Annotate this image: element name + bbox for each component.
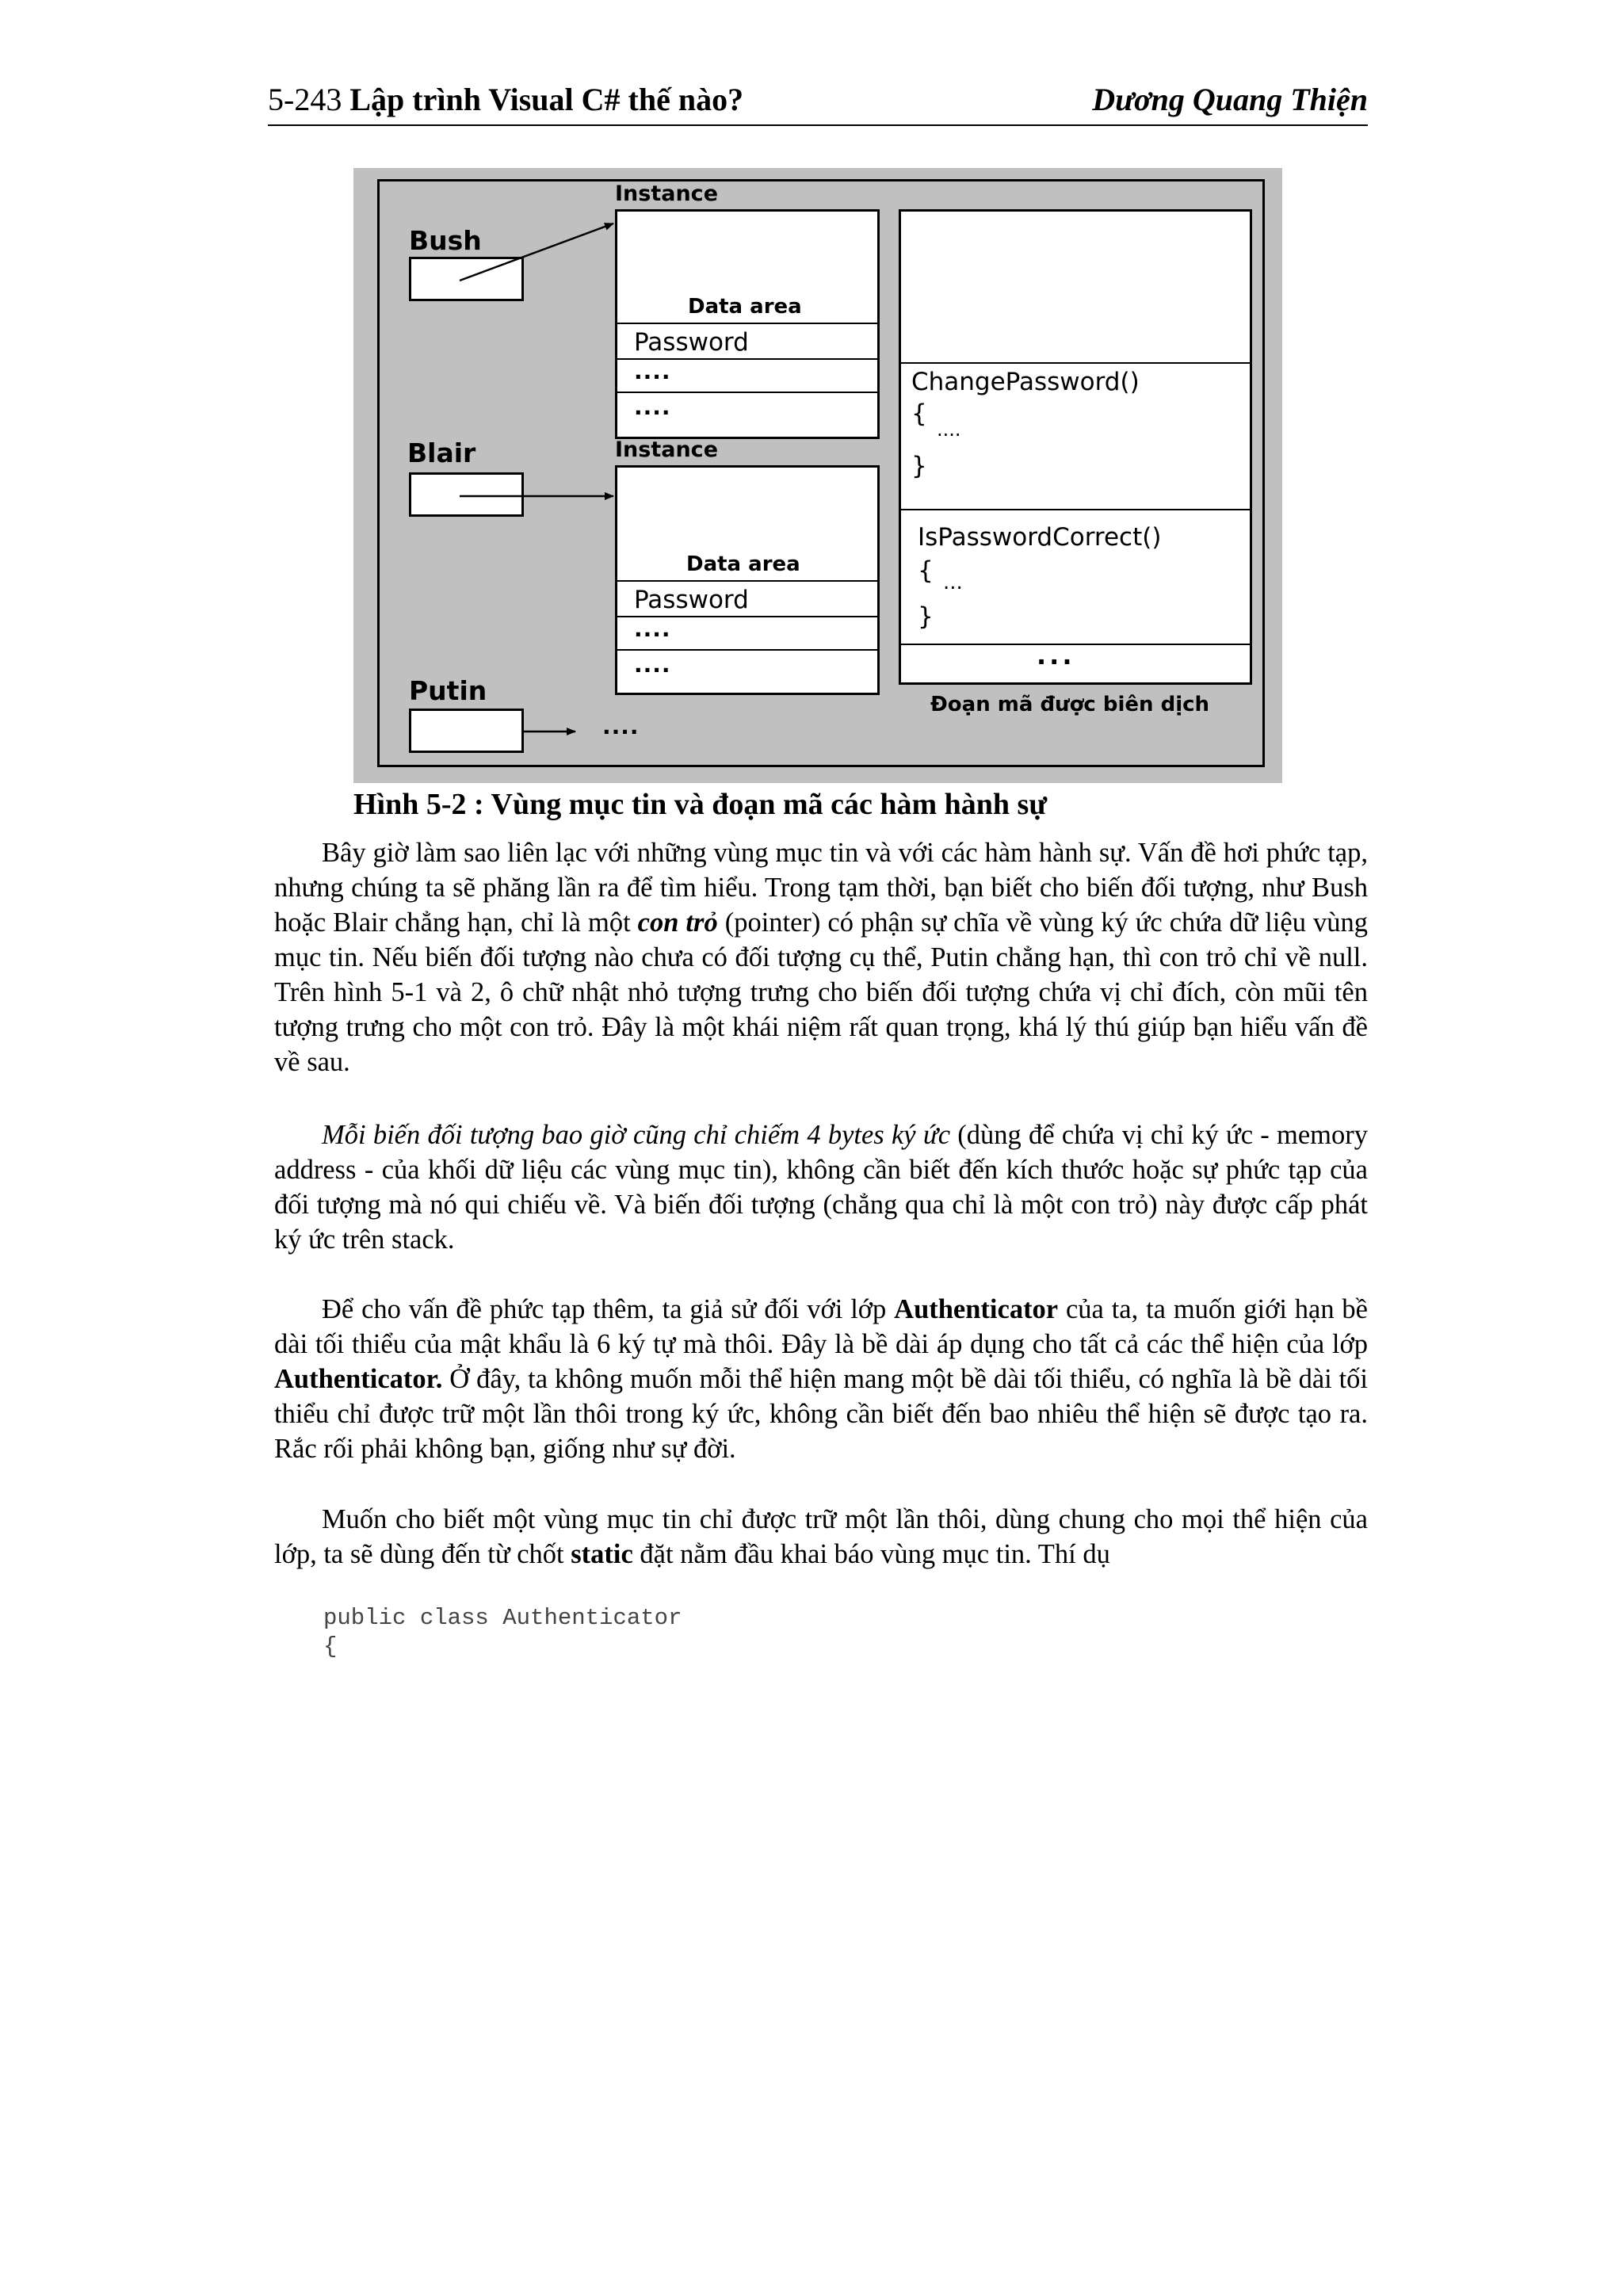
method-is-password-correct: IsPasswordCorrect(): [918, 523, 1162, 552]
instance-label-1: Instance: [615, 181, 719, 206]
field-password-2: Password: [634, 586, 749, 614]
code-line-2: {: [323, 1633, 338, 1660]
variable-label-bush: Bush: [409, 225, 482, 256]
p3-text-after: Ở đây, ta không muốn mỗi thể hiện mang một bề dài tối thiểu, có nghĩa là bề dài tối thiểu chỉ được trữ một lần thôi trong ký ức, không cần biết đến bao nhiêu thể hiện sẽ được tạo ra. Rắc rối phải không bạn, giống như sự đời.: [274, 1364, 1368, 1464]
method-change-close-brace: }: [911, 452, 927, 480]
p3-class-name-1: Authenticator: [894, 1294, 1059, 1324]
p1-text-after: (pointer) có phận sự chĩa về vùng ký ức chứa dữ liệu vùng mục tin. Nếu biến đối tượng nào chưa có đối tượng cụ thể, Putin chẳng hạn, thì con trỏ chỉ về null. Trên hình 5-1 và 2, ô chữ nhật nhỏ tượng trưng cho biến đối tượng chứa vị chỉ đích, còn mũi tên tượng trưng cho một con trỏ. Đây là một khái niệm rất quan trọng, khá lý thú giúp bạn hiểu vấn đề về sau.: [274, 907, 1369, 1077]
p4-text-after: đặt nằm đầu khai báo vùng mục tin. Thí dụ: [632, 1539, 1110, 1569]
code-more-dots: ...: [1037, 640, 1075, 670]
method-change-body: ....: [937, 418, 961, 441]
book-title: Lập trình Visual C# thế nào?: [349, 82, 744, 117]
field-dots-1a: ....: [634, 358, 671, 384]
method-change-password: ChangePassword(): [911, 368, 1140, 396]
paragraph-2: [274, 1117, 1368, 1257]
p3-text-before: Để cho vấn đề phức tạp thêm, ta giả sử đối với lớp: [322, 1294, 895, 1324]
figure-memory-diagram: [353, 168, 1282, 783]
field-dots-2a: ....: [634, 616, 671, 642]
field-dots-1b: ....: [634, 394, 671, 420]
p4-text-before: Muốn cho biết một vùng mục tin chỉ được trữ một lần thôi, dùng chung cho mọi thể hiện của lớp, ta sẽ dùng đến từ chốt: [274, 1504, 1368, 1569]
method-check-body: ...: [943, 571, 963, 594]
method-check-close-brace: }: [918, 602, 934, 631]
putin-pointer-dots: ....: [602, 713, 640, 739]
paragraph-1: [274, 835, 1368, 1079]
author-name: Dương Quang Thiện: [1092, 82, 1368, 117]
page-number: 5-243: [268, 82, 342, 117]
running-header: [268, 78, 1368, 125]
code-area-caption: Đoạn mã được biên dịch: [930, 693, 1210, 716]
paragraph-3: [274, 1292, 1368, 1466]
field-password-1: Password: [634, 328, 749, 357]
data-area-label-2: Data area: [686, 552, 800, 576]
figure-caption: Hình 5-2 : Vùng mục tin và đoạn mã các hàm hành sự: [353, 788, 1048, 821]
variable-label-putin: Putin: [409, 675, 487, 706]
instance-label-2: Instance: [615, 437, 719, 462]
p1-emphasis: con trỏ: [637, 907, 718, 938]
arrow-bush-to-instance-1: [460, 223, 613, 281]
p4-keyword: static: [571, 1539, 633, 1569]
header-rule: [268, 124, 1368, 126]
method-check-open-brace: {: [918, 556, 934, 585]
header-left: [268, 78, 743, 122]
field-dots-2b: ....: [634, 651, 671, 678]
p1-text-before: Bây giờ làm sao liên lạc với những vùng mục tin và với các hàm hành sự. Vấn đề hơi phức tạp, nhưng chúng ta sẽ phăng lần ra để tìm hiểu. Trong tạm thời, bạn biết cho biến đối tượng, như Bush hoặc Blair chẳng hạn, chỉ là một: [274, 838, 1368, 938]
data-area-label-1: Data area: [688, 295, 802, 319]
code-line-1: public class Authenticator: [323, 1605, 682, 1631]
pointer-arrows: [353, 168, 1282, 783]
p3-text-middle: của ta, ta muốn giới hạn bề dài tối thiểu của mật khẩu là 6 ký tự mà thôi. Đây là bề dài áp dụng cho tất cả các thể hiện của lớp: [274, 1294, 1368, 1359]
p2-emphasis: Mỗi biến đối tượng bao giờ cũng chỉ chiếm 4 bytes ký ức: [322, 1120, 951, 1150]
method-change-open-brace: {: [911, 399, 927, 428]
paragraph-4: [274, 1502, 1368, 1572]
p2-text-after: (dùng để chứa vị chỉ ký ức - memory address - của khối dữ liệu các vùng mục tin), không cần biết đến kích thước hoặc sự phức tạp của đối tượng mà nó qui chiếu về. Và biến đối tượng (chẳng qua chỉ là một con trỏ) này được cấp phát ký ức trên stack.: [274, 1120, 1368, 1255]
p3-class-name-2: Authenticator.: [274, 1364, 443, 1394]
variable-label-blair: Blair: [407, 437, 476, 468]
